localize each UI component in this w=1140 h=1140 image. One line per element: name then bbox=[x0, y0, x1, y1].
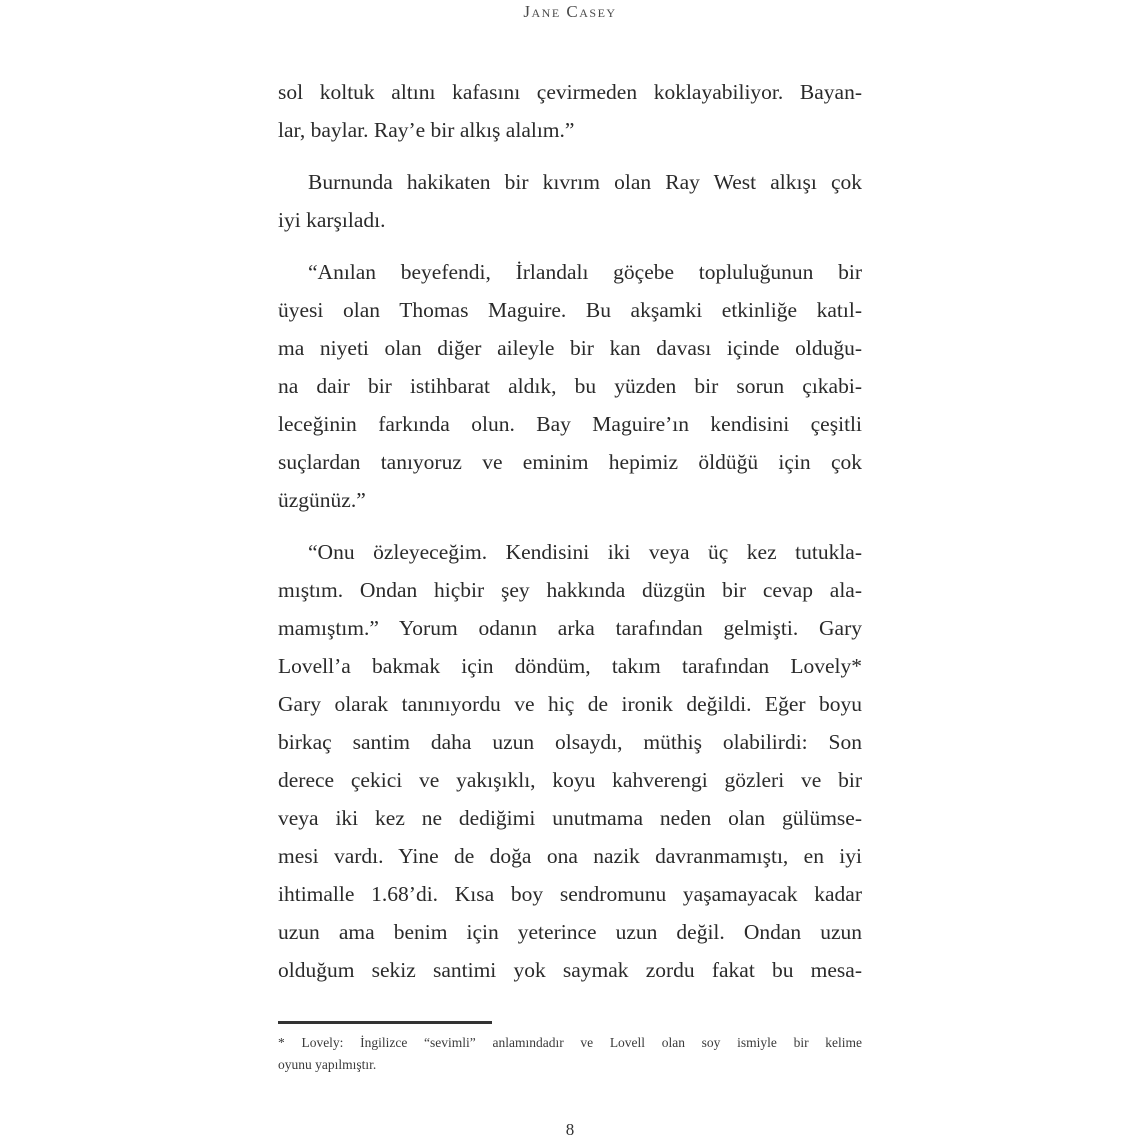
text-line: suçlardan tanıyoruz ve eminim hepimiz öldüğü için çok bbox=[278, 450, 862, 474]
footnote-rule bbox=[278, 1021, 492, 1024]
text-line: iyi karşıladı. bbox=[278, 208, 386, 232]
text-line: “Onu özleyeceğim. Kendisini iki veya üç kez tutukla- bbox=[308, 540, 862, 564]
footnote-line: * Lovely: İngilizce “sevimli” anlamındadır ve Lovell olan soy ismiyle bir kelime bbox=[278, 1035, 862, 1050]
text-line: lar, baylar. Ray’e bir alkış alalım.” bbox=[278, 118, 575, 142]
text-line: mamıştım.” Yorum odanın arka tarafından gelmişti. Gary bbox=[278, 616, 862, 640]
text-line: üyesi olan Thomas Maguire. Bu akşamki etkinliğe katıl- bbox=[278, 298, 862, 322]
paragraph bbox=[278, 253, 862, 519]
text-line: uzun ama benim için yeterince uzun değil. Ondan uzun bbox=[278, 920, 862, 944]
text-line: derece çekici ve yakışıklı, koyu kahverengi gözleri ve bir bbox=[278, 768, 862, 792]
text-line: veya iki kez ne dediğimi unutmama neden olan gülümse- bbox=[278, 806, 862, 830]
text-line: üzgünüz.” bbox=[278, 488, 366, 512]
text-line: ma niyeti olan diğer aileyle bir kan davası içinde olduğu- bbox=[278, 336, 862, 360]
text-line: mıştım. Ondan hiçbir şey hakkında düzgün bir cevap ala- bbox=[278, 578, 862, 602]
text-line: na dair bir istihbarat aldık, bu yüzden bir sorun çıkabi- bbox=[278, 374, 862, 398]
body-text bbox=[278, 73, 862, 1003]
paragraph bbox=[278, 163, 862, 239]
text-line: olduğum sekiz santimi yok saymak zordu fakat bu mesa- bbox=[278, 958, 862, 982]
paragraph bbox=[278, 73, 862, 149]
text-line: “Anılan beyefendi, İrlandalı göçebe topluluğunun bir bbox=[308, 260, 862, 284]
text-line: birkaç santim daha uzun olsaydı, müthiş olabilirdi: Son bbox=[278, 730, 862, 754]
footnote bbox=[278, 1032, 862, 1076]
page-number: 8 bbox=[565, 1120, 575, 1139]
text-line: sol koltuk altını kafasını çevirmeden koklayabiliyor. Bayan- bbox=[278, 80, 862, 104]
text-line: Gary olarak tanınıyordu ve hiç de ironik değildi. Eğer boyu bbox=[278, 692, 862, 716]
text-line: mesi vardı. Yine de doğa ona nazik davranmamıştı, en iyi bbox=[278, 844, 862, 868]
text-line: Burnunda hakikaten bir kıvrım olan Ray West alkışı çok bbox=[308, 170, 862, 194]
text-line: ihtimalle 1.68’di. Kısa boy sendromunu yaşamayacak kadar bbox=[278, 882, 862, 906]
running-head: Jane Casey bbox=[523, 2, 617, 21]
text-line: Lovell’a bakmak için döndüm, takım tarafından Lovely* bbox=[278, 654, 862, 678]
footnote-line: oyunu yapılmıştır. bbox=[278, 1057, 377, 1072]
text-line: leceğinin farkında olun. Bay Maguire’ın kendisini çeşitli bbox=[278, 412, 862, 436]
paragraph bbox=[278, 533, 862, 989]
